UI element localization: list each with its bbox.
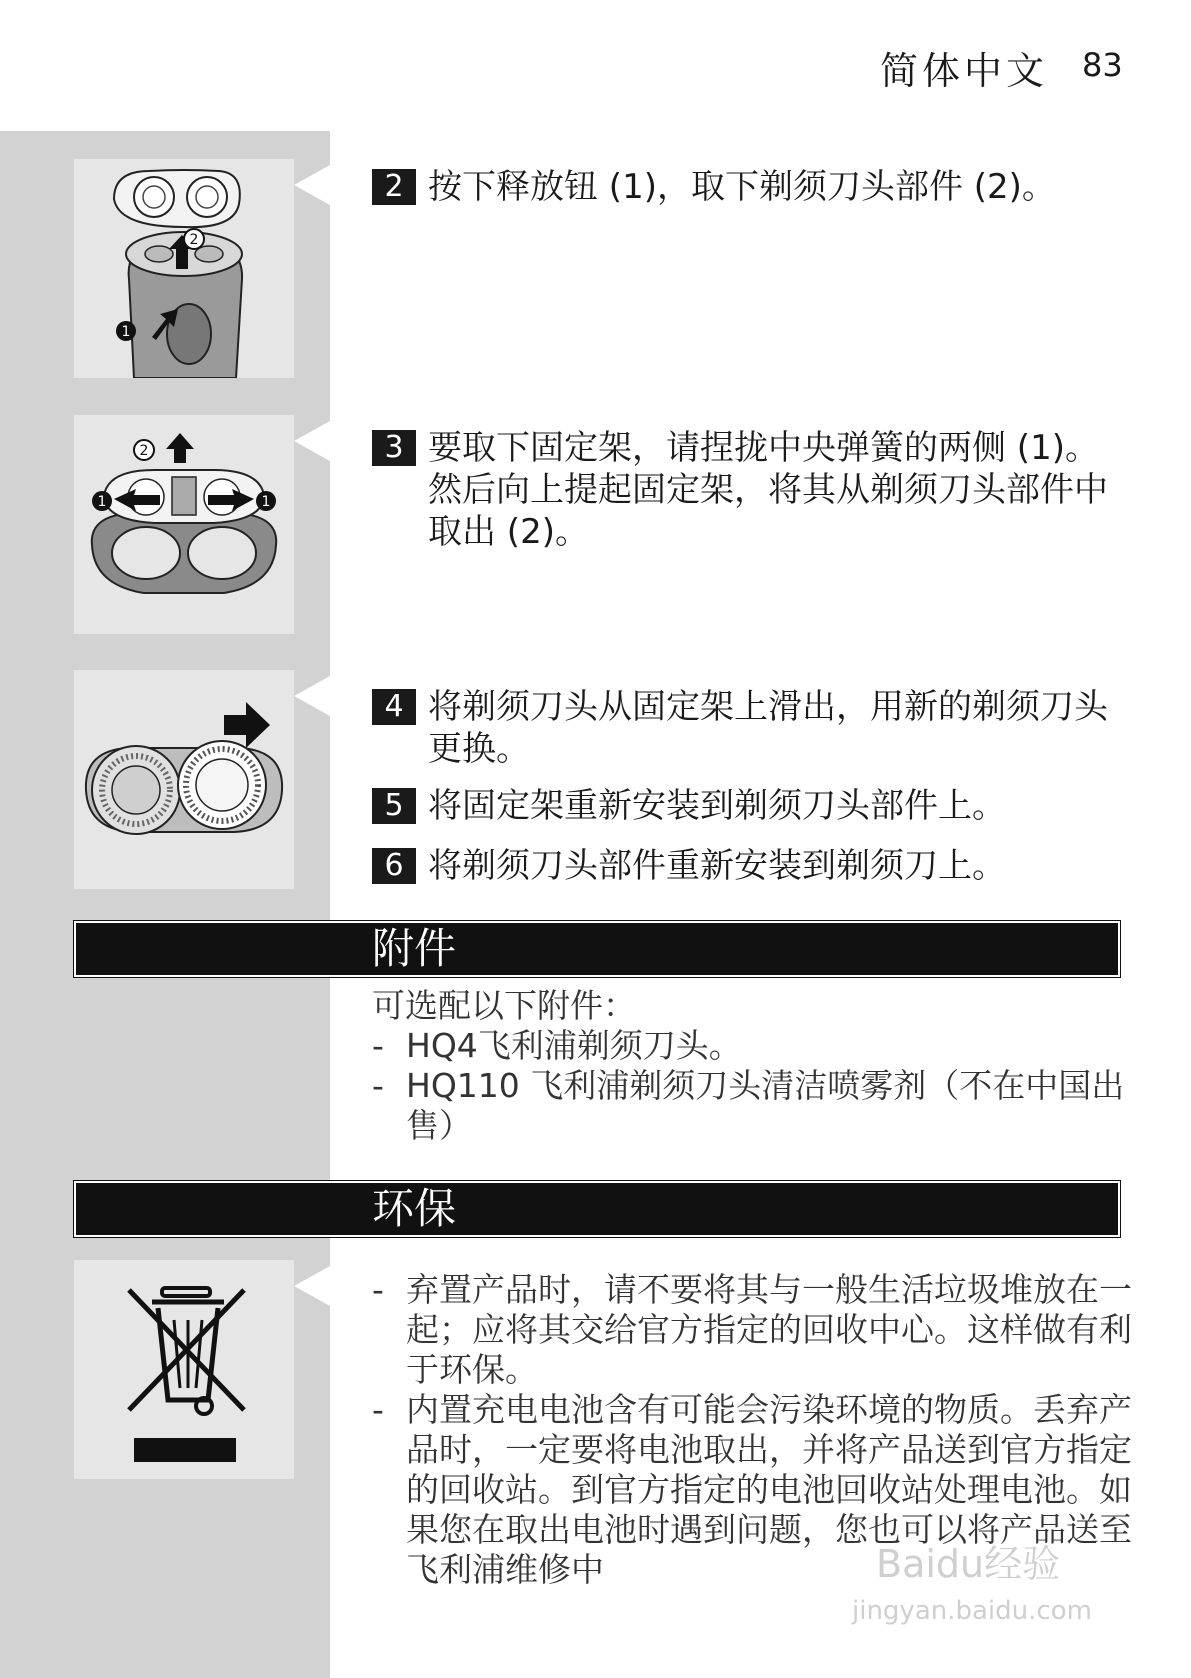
figure-pointer <box>294 421 330 461</box>
step-number: 2 <box>372 169 416 205</box>
figure-pointer <box>294 1266 330 1306</box>
list-item: - 弃置产品时，请不要将其与一般生活垃圾堆放在一起；应将其交给官方指定的回收中心。这样做有利于环保。 <box>372 1270 1132 1389</box>
section-title: 环保 <box>372 1184 457 1233</box>
step-text: 要取下固定架，请捏拢中央弹簧的两侧 (1)。然后向上提起固定架，将其从剃须刀头部件中取出 (2)。 <box>428 428 1108 552</box>
step-text: 将剃须刀头从固定架上滑出，用新的剃须刀头更换。 <box>428 687 1108 769</box>
figure-pointer <box>294 165 330 205</box>
step-number: 5 <box>372 788 416 824</box>
shaving-heads-illustration <box>74 670 294 889</box>
list-item: - HQ4飞利浦剃须刀头。 <box>372 1026 742 1065</box>
accessories-intro: 可选配以下附件： <box>372 986 636 1025</box>
figure-remove-shaving-unit <box>74 159 294 378</box>
section-title: 附件 <box>372 924 457 973</box>
list-item: - 内置充电电池含有可能会污染环境的物质。丢弃产品时，一定要将电池取出，并将产品送到官方指定的回收站。到官方指定的电池回收站处理电池。如果您在取出电池时遇到问题，您也可以将产品送至飞利浦维修中 <box>372 1390 1132 1589</box>
retaining-frame-illustration <box>74 415 294 634</box>
callout-2: 2 <box>139 443 149 459</box>
page-number: 83 <box>1082 46 1123 84</box>
step-2 <box>372 166 1132 208</box>
figure-pointer <box>294 676 330 716</box>
figure-weee-symbol <box>74 1260 294 1479</box>
step-5 <box>372 785 1132 827</box>
callout-1: 1 <box>121 324 131 340</box>
step-4 <box>372 686 1132 770</box>
step-number: 4 <box>372 689 416 725</box>
section-header-accessories <box>74 921 1120 977</box>
language-label: 简体中文 <box>880 49 1049 93</box>
figure-remove-retaining-frame <box>74 415 294 634</box>
step-number: 6 <box>372 848 416 884</box>
callout-1-right: 1 <box>261 494 271 510</box>
section-header-environment <box>74 1181 1120 1237</box>
accessories-body <box>372 986 1132 1146</box>
shaver-illustration <box>74 159 294 378</box>
callout-2: 2 <box>189 232 199 248</box>
step-text: 按下释放钮 (1)，取下剃须刀头部件 (2)。 <box>428 167 1056 207</box>
step-number: 3 <box>372 430 416 466</box>
step-text: 将剃须刀头部件重新安装到剃须刀上。 <box>428 846 1006 886</box>
list-item: - HQ110 飞利浦剃须刀头清洁喷雾剂（不在中国出售） <box>372 1066 1125 1145</box>
watermark-brand: Baidu经验 <box>876 1542 1061 1586</box>
step-6 <box>372 845 1132 887</box>
watermark-url: jingyan.baidu.com <box>852 1596 1092 1626</box>
step-3 <box>372 427 1132 553</box>
callout-1-left: 1 <box>97 494 107 510</box>
step-text: 将固定架重新安装到剃须刀头部件上。 <box>428 786 1006 826</box>
crossed-bin-icon <box>74 1260 294 1479</box>
figure-replace-shaving-heads <box>74 670 294 889</box>
